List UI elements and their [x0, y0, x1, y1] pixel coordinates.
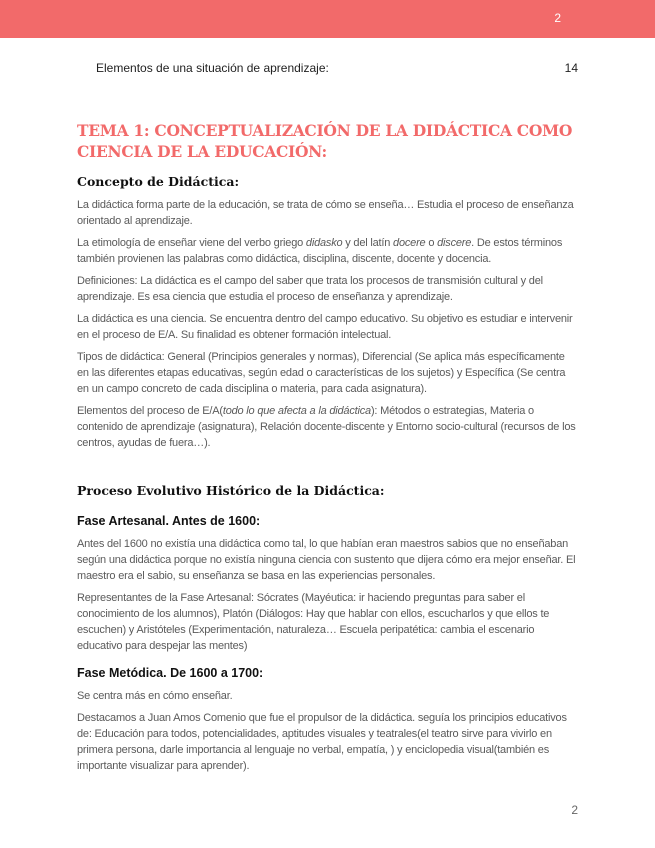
toc-entry-label: Elementos de una situación de aprendizaje: — [96, 61, 329, 75]
italic-run: todo lo que afecta a la didáctica — [222, 405, 371, 417]
fase-artesanal-paragraph-1: Antes del 1600 no existía una didáctica como tal, lo que habían eran maestros sabios que no enseñaban según una didáctica porque no existía ninguna ciencia con sustento que dijera cómo era mejor enseñar. El maestro era el sabio, su enseñanza se basa en las experiencias personales. — [77, 538, 576, 582]
concepto-paragraph-3: Definiciones: La didáctica es el campo del saber que trata los procesos de transmisión cultural y del aprendizaje. Es esa ciencia que estudia el proceso de enseñanza y aprendizaje. — [77, 275, 543, 303]
header-page-number: 2 — [554, 11, 561, 25]
concepto-paragraph-6 — [77, 403, 579, 451]
concepto-paragraph-2 — [77, 235, 579, 267]
italic-run: discere — [437, 237, 472, 249]
concepto-heading: Concepto de Didáctica: — [77, 174, 240, 189]
fase-artesanal-paragraph-2: Representantes de la Fase Artesanal: Sócrates (Mayéutica: ir haciendo preguntas para saber el conocimiento de los alumnos), Platón (Diálogos: Hay que hablar con ellos, escucharlos y que ellos te escuchen) y Aristóteles (Experimentación, naturaleza… Escuela peripatética: cambia el escenario educativo para despejar las mentes) — [77, 592, 550, 652]
footer-page-number: 2 — [571, 803, 578, 817]
text-run: Elementos del proceso de E/A( — [77, 405, 223, 417]
proceso-heading: Proceso Evolutivo Histórico de la Didáctica: — [77, 483, 385, 498]
fase-artesanal-heading: Fase Artesanal. Antes de 1600: — [77, 514, 261, 528]
toc-entry-page: 14 — [564, 61, 578, 75]
text-run: . De estos términos también provienen las palabras como didáctica, disciplina, discente, docente y docencia. — [77, 237, 563, 265]
text-run: o — [425, 237, 438, 249]
text-run: y del latín — [342, 237, 394, 249]
concepto-paragraph-4: La didáctica es una ciencia. Se encuentra dentro del campo educativo. Su objetivo es estudiar e intervenir en el proceso de E/A. Su finalidad es obtener formación intelectual. — [77, 313, 573, 341]
tema-title: TEMA 1: CONCEPTUALIZACIÓN DE LA DIDÁCTICA COMO CIENCIA DE LA EDUCACIÓN: — [77, 121, 573, 161]
text-run: ): Métodos o estrategias, Materia o contenido de aprendizaje (asignatura), Relación docente-discente y Entorno socio-cultural (recursos de los centros, ayudas de fuera…). — [77, 405, 576, 449]
concepto-paragraph-5: Tipos de didáctica: General (Principios generales y normas), Diferencial (Se aplica más específicamente en las diferentes etapas educativas, según edad o características de los sujetos) y Específica (Se centra en un campo concreto de cada disciplina o materia, para cada asignatura). — [77, 351, 566, 395]
fase-metodica-heading: Fase Metódica. De 1600 a 1700: — [77, 666, 264, 680]
header-bar — [0, 0, 655, 38]
fase-metodica-paragraph-2: Destacamos a Juan Amos Comenio que fue el propulsor de la didáctica. seguía los principios educativos de: Educación para todos, potencialidades, aptitudes visuales y teatrales(el teatro sirve para vivirlo en primera persona, darle importancia al lenguaje no verbal, empatía, ) y enciclopedia visual(también es importante visualizar para aprender). — [77, 712, 567, 772]
document-body — [77, 120, 579, 774]
italic-run: didasko — [305, 237, 343, 249]
concepto-paragraph-1: La didáctica forma parte de la educación, se trata de cómo se enseña… Estudia el proceso de enseñanza orientado al aprendizaje. — [77, 199, 574, 227]
italic-run: docere — [393, 237, 426, 249]
text-run: La etimología de enseñar viene del verbo griego — [77, 237, 306, 249]
toc-entry[interactable] — [96, 61, 578, 75]
fase-metodica-paragraph-1: Se centra más en cómo enseñar. — [77, 690, 233, 702]
